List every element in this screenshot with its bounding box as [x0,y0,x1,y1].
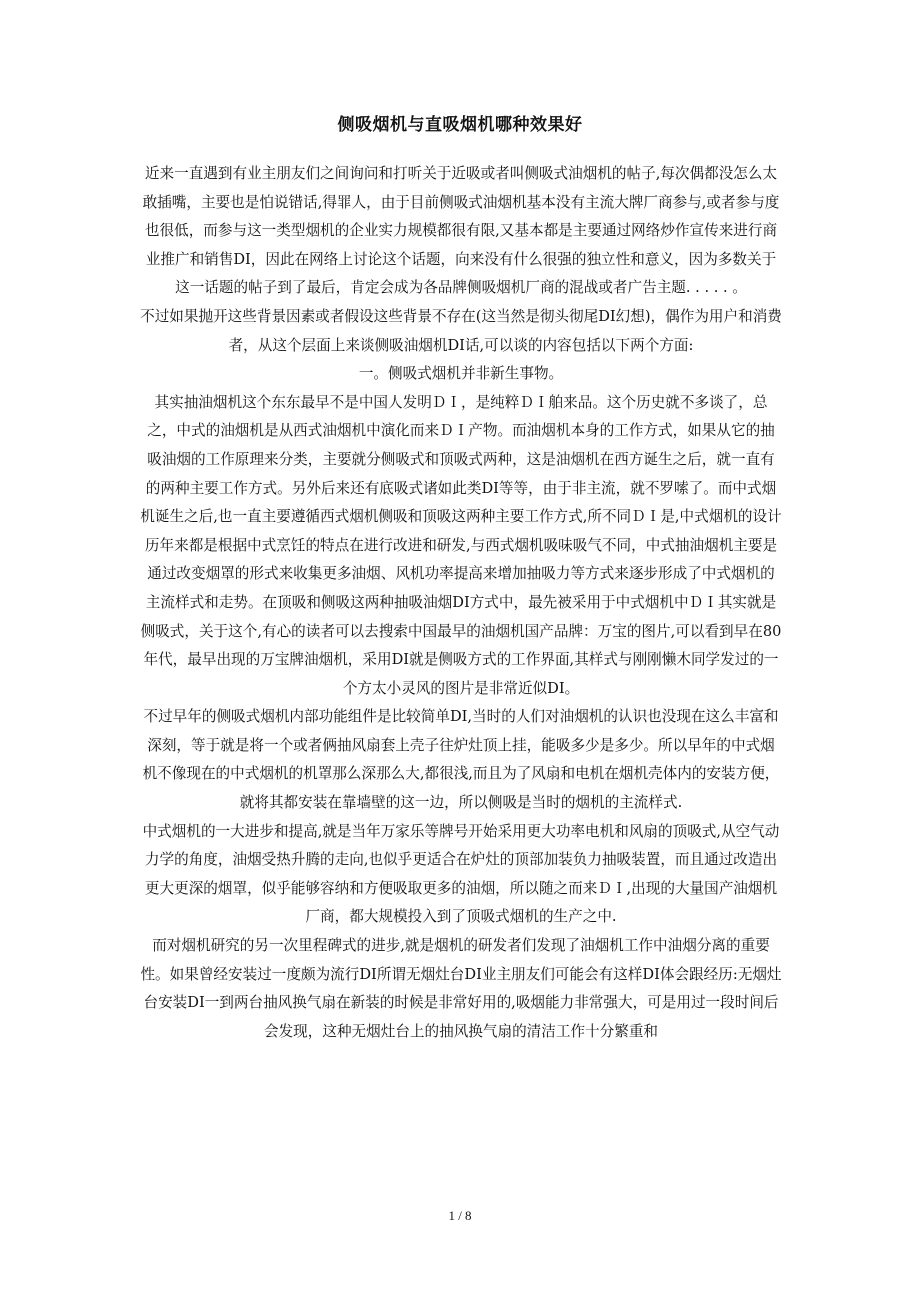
section-heading-1: 一。侧吸式烟机并非新生事物。 [358,365,564,383]
paragraph-intro: 近来一直遇到有业主朋友们之间询问和打听关于近吸或者叫侧吸式油烟机的帖子,每次偶都没怎么太敢插嘴，主要也是怕说错话,得罪人，由于目前侧吸式油烟机基本没有主流大牌厂商参与,或者参与度也很低，而参与这一类型烟机的企业实力规模都很有限,又基本都是主要通过网络炒作宣传来进行商业推广和销售DI，因此在网络上讨论这个话题，向来没有什么很强的独立性和意义，因为多数关于这一话题的帖子到了最后，肯定会成为各品牌侧吸烟机厂商的混战或者广告主题. . . . . 。 [142,165,780,297]
paragraph-early-models: 不过早年的侧吸式烟机内部功能组件是比较简单DI,当时的人们对油烟机的认识也没现在这么丰富和深刻，等于就是将一个或者俩抽风扇套上壳子往炉灶顶上挂，能吸多少是多少。所以早年的中式烟机不像现在的中式烟机的机罩那么深那么大,都很浅,而且为了风扇和电机在烟机壳体内的安装方便，就将其都安装在靠墙壁的这一边，所以侧吸是当时的烟机的主流样式. [142,708,780,812]
page-number: 1 / 8 [448,1208,472,1223]
paragraph-top-suction: 中式烟机的一大进步和提高,就是当年万家乐等牌号开始采用更大功率电机和风扇的顶吸式,从空气动力学的角度，油烟受热升腾的走向,也似乎更适合在炉灶的顶部加装负力抽吸装置，而且通过改造出更大更深的烟罩，似乎能够容纳和方便吸取更多的油烟，所以随之而来ＤＩ,出现的大量国产油烟机厂商，都大规模投入到了顶吸式烟机的生产之中. [142,822,780,926]
paragraph-milestone: 而对烟机研究的另一次里程碑式的进步,就是烟机的研发者们发现了油烟机工作中油烟分离的重要性。如果曾经安装过一度颇为流行DI所谓无烟灶台DI业主朋友们可能会有这样DI体会跟经历:无烟灶台安装DI一到两台抽风换气扇在新装的时候是非常好用的,吸烟能力非常强大，可是用过一段时间后会发现，这种无烟灶台上的抽风换气扇的清洁工作十分繁重和 [140,937,782,1040]
document-title: 侧吸烟机与直吸烟机哪种效果好 [337,115,583,135]
paragraph-perspective: 不过如果抛开这些背景因素或者假设这些背景不存在(这当然是彻头彻尾DI幻想)，偶作为用户和消费者，从这个层面上来谈侧吸油烟机DI话,可以谈的内容包括以下两个方面: [140,307,782,354]
paragraph-history: 其实抽油烟机这个东东最早不是中国人发明ＤＩ，是纯粹ＤＩ舶来品。这个历史就不多谈了，总之，中式的油烟机是从西式油烟机中演化而来ＤＩ产物。而油烟机本身的工作方式，如果从它的抽吸油烟的工作原理来分类，主要就分侧吸式和顶吸式两种，这是油烟机在西方诞生之后，就一直有的两种主要工作方式。另外后来还有底吸式诸如此类DI等等，由于非主流，就不罗嗦了。而中式烟机诞生之后,也一直主要遵循西式烟机侧吸和顶吸这两种主要工作方式,所不同ＤＩ是,中式烟机的设计历年来都是根据中式烹饪的特点在进行改进和研发,与西式烟机吸味吸气不同，中式抽油烟机主要是通过改变烟罩的形式来收集更多油烟、风机功率提高来增加抽吸力等方式来逐步形成了中式烟机的主流样式和走势。在顶吸和侧吸这两种抽吸油烟DI方式中，最先被采用于中式烟机中ＤＩ其实就是侧吸式，关于这个,有心的读者可以去搜索中国最早的油烟机国产品牌：万宝的图片,可以看到早在80年代，最早出现的万宝牌油烟机，采用DI就是侧吸方式的工作界面,其样式与刚刚懒木同学发过的一个方太小灵风的图片是非常近似DI。 [140,393,782,697]
document-body [140,160,782,1046]
